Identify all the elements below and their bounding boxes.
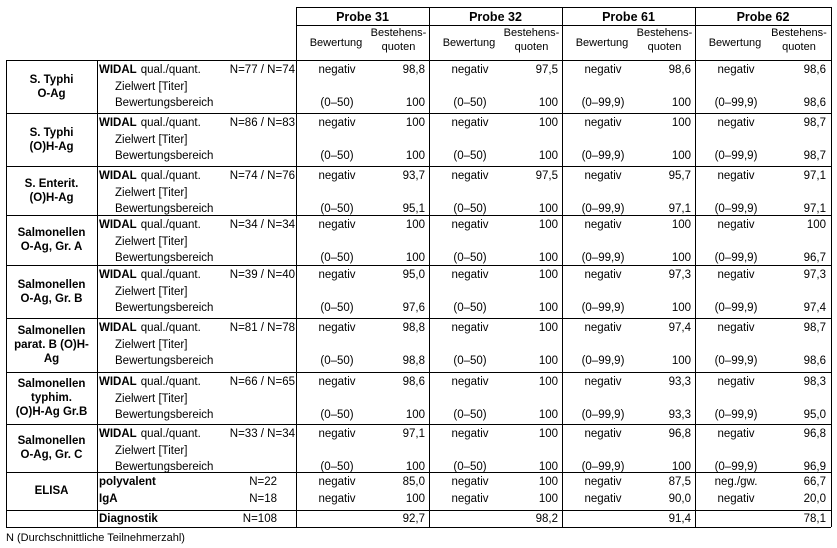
quote-value: 95,7: [668, 170, 691, 182]
bereich-value: (0–50): [320, 150, 354, 163]
participant-count: N=77 / N=74: [229, 64, 295, 76]
bereich-value: (0–99,9): [581, 97, 625, 110]
widal-method: qual./quant.: [140, 269, 201, 281]
bewertung-value: negativ: [584, 269, 622, 281]
quote-value: 97,1: [668, 203, 691, 216]
quote-value: 100: [538, 428, 558, 440]
widal-method: qual./quant.: [140, 64, 201, 76]
bewertung-value: negativ: [717, 493, 755, 505]
quote-value: 100: [405, 493, 425, 505]
bewertung-value: negativ: [584, 64, 622, 76]
bereich-value: (0–50): [320, 203, 354, 216]
sub-header-bewertung: Bewertung: [442, 37, 496, 49]
quote-value: 97,1: [803, 203, 826, 216]
bewertung-value: negativ: [451, 64, 489, 76]
bewertungsbereich-label: Bewertungsbereich: [115, 355, 214, 368]
bereich-value: (0–99,9): [714, 355, 758, 368]
zielwert-label: Zielwert [Titer]: [115, 285, 188, 298]
column-divider: [296, 7, 297, 527]
bereich-value: (0–99,9): [714, 203, 758, 216]
bereich-value: (0–50): [453, 203, 487, 216]
bereich-value: (0–50): [320, 409, 354, 422]
section-name: Salmonellen: [17, 227, 86, 239]
zielwert-label: Zielwert [Titer]: [115, 186, 188, 199]
bereich-value: (0–50): [453, 150, 487, 163]
bereich-value: (0–99,9): [581, 252, 625, 265]
bewertung-value: negativ: [451, 493, 489, 505]
column-divider: [695, 7, 696, 527]
quote-value: 97,1: [402, 428, 425, 440]
section-name: O-Ag: [37, 87, 66, 100]
probe-header: Probe 32: [469, 10, 522, 24]
probe-header: Probe 31: [336, 10, 389, 24]
quote-value: 100: [405, 252, 425, 265]
quote-value: 92,7: [402, 513, 425, 525]
section-divider: [6, 318, 831, 319]
table-top-border: [296, 7, 831, 8]
bewertung-value: negativ: [318, 376, 356, 388]
bewertungsbereich-label: Bewertungsbereich: [115, 252, 214, 265]
bewertung-value: negativ: [717, 64, 755, 76]
section-name: O-Ag, Gr. C: [20, 449, 83, 461]
sub-header-quoten: Bestehens-: [503, 27, 560, 39]
bewertung-value: negativ: [318, 476, 356, 488]
column-divider: [831, 7, 832, 527]
sub-header-bewertung: Bewertung: [708, 37, 762, 49]
bereich-value: (0–50): [320, 302, 354, 315]
section-name: Salmonellen: [17, 378, 86, 390]
quote-value: 100: [538, 150, 558, 163]
widal-bold: WIDAL: [99, 117, 137, 129]
zielwert-label: Zielwert [Titer]: [115, 133, 188, 146]
bereich-value: (0–50): [453, 302, 487, 315]
quote-value: 97,6: [402, 302, 425, 315]
participant-count: N=81 / N=78: [229, 322, 295, 334]
participant-count: N=18: [249, 493, 277, 505]
quote-value: 100: [671, 117, 691, 129]
bereich-value: (0–50): [320, 355, 354, 368]
quote-value: 100: [538, 252, 558, 265]
quote-value: 97,5: [535, 170, 558, 182]
quote-value: 100: [538, 409, 558, 422]
quote-value: 98,7: [803, 322, 826, 334]
bewertung-value: negativ: [451, 322, 489, 334]
section-name: (O)H-Ag: [29, 140, 74, 153]
bewertung-value: negativ: [584, 219, 622, 231]
section-name: O-Ag, Gr. B: [20, 292, 83, 305]
column-divider: [562, 7, 563, 527]
sub-header-quoten: Bestehens-: [771, 27, 827, 39]
bewertungsbereich-label: Bewertungsbereich: [115, 461, 214, 474]
bewertung-value: negativ: [318, 219, 356, 231]
quote-value: 98,6: [803, 97, 826, 110]
sub-header-quoten: quoten: [782, 41, 816, 53]
participant-count: N=66 / N=65: [229, 376, 295, 388]
bewertung-value: negativ: [318, 322, 356, 334]
quote-value: 100: [538, 493, 558, 505]
bereich-value: (0–50): [453, 409, 487, 422]
quote-value: 100: [671, 97, 691, 110]
quote-value: 100: [538, 376, 558, 388]
quote-value: 100: [538, 203, 558, 216]
header-divider: [296, 25, 831, 26]
widal-method: qual./quant.: [140, 322, 201, 334]
quote-value: 98,7: [803, 150, 826, 163]
quote-value: 100: [405, 150, 425, 163]
bewertung-value: negativ: [717, 322, 755, 334]
bewertung-value: neg./gw.: [714, 476, 758, 488]
quote-value: 100: [671, 355, 691, 368]
widal-bold: WIDAL: [99, 64, 137, 76]
quote-value: 100: [538, 476, 558, 488]
quote-value: 100: [806, 219, 826, 231]
widal-method: qual./quant.: [140, 117, 201, 129]
quote-value: 100: [405, 461, 425, 474]
quote-value: 97,3: [668, 269, 691, 281]
widal-bold: WIDAL: [99, 170, 137, 182]
participant-count: N=33 / N=34: [229, 428, 295, 440]
bereich-value: (0–99,9): [581, 461, 625, 474]
quote-value: 66,7: [803, 476, 826, 488]
quote-value: 87,5: [668, 476, 691, 488]
bewertung-value: negativ: [451, 170, 489, 182]
bereich-value: (0–99,9): [581, 355, 625, 368]
quote-value: 93,7: [402, 170, 425, 182]
participant-count: N=39 / N=40: [229, 269, 295, 281]
quote-value: 97,5: [535, 64, 558, 76]
bewertung-value: negativ: [717, 428, 755, 440]
quote-value: 97,4: [803, 302, 826, 315]
bewertung-value: negativ: [584, 322, 622, 334]
bereich-value: (0–99,9): [714, 252, 758, 265]
bewertung-value: negativ: [584, 376, 622, 388]
quote-value: 100: [538, 97, 558, 110]
quote-value: 93,3: [668, 376, 691, 388]
widal-method: qual./quant.: [140, 428, 201, 440]
bewertungsbereich-label: Bewertungsbereich: [115, 150, 214, 163]
bereich-value: (0–50): [453, 252, 487, 265]
zielwert-label: Zielwert [Titer]: [115, 444, 188, 457]
participant-count: N=108: [242, 513, 277, 525]
bewertung-value: negativ: [717, 376, 755, 388]
participant-count: N=22: [249, 476, 277, 488]
section-divider: [6, 166, 831, 167]
participant-count: N=74 / N=76: [229, 170, 295, 182]
section-name: O-Ag, Gr. A: [20, 241, 83, 253]
quote-value: 98,6: [803, 355, 826, 368]
bewertung-value: negativ: [451, 476, 489, 488]
quote-value: 98,6: [668, 64, 691, 76]
quote-value: 78,1: [803, 513, 826, 525]
quote-value: 96,9: [803, 461, 826, 474]
section-name: (O)H-Ag: [29, 191, 74, 204]
widal-bold: WIDAL: [99, 322, 137, 334]
quote-value: 98,8: [402, 64, 425, 76]
section-name: S. Typhi: [29, 73, 74, 86]
bereich-value: (0–99,9): [714, 409, 758, 422]
quote-value: 96,7: [803, 252, 826, 265]
bewertung-value: negativ: [717, 117, 755, 129]
bewertungsbereich-label: Bewertungsbereich: [115, 203, 214, 216]
section-divider: [6, 372, 831, 373]
participant-count: N=34 / N=34: [229, 219, 295, 231]
quote-value: 100: [405, 219, 425, 231]
quote-value: 98,6: [803, 64, 826, 76]
section-name: Ag: [43, 353, 60, 365]
bewertung-value: negativ: [318, 117, 356, 129]
widal-bold: WIDAL: [99, 269, 137, 281]
bereich-value: (0–50): [453, 355, 487, 368]
section-name: S. Typhi: [29, 126, 74, 139]
bewertung-value: negativ: [451, 269, 489, 281]
bewertung-value: negativ: [318, 269, 356, 281]
probe-header: Probe 61: [602, 10, 655, 24]
widal-bold: WIDAL: [99, 428, 137, 440]
quote-value: 100: [538, 355, 558, 368]
bewertung-value: negativ: [717, 219, 755, 231]
quote-value: 97,4: [668, 322, 691, 334]
bewertung-value: negativ: [584, 117, 622, 129]
section-name: Salmonellen: [17, 278, 86, 291]
bewertung-value: negativ: [584, 476, 622, 488]
quote-value: 100: [538, 461, 558, 474]
section-name: Salmonellen: [17, 325, 86, 337]
sub-header-quoten: Bestehens-: [370, 27, 427, 39]
quote-value: 100: [405, 117, 425, 129]
quote-value: 97,3: [803, 269, 826, 281]
quote-value: 98,8: [402, 322, 425, 334]
zielwert-label: Zielwert [Titer]: [115, 338, 188, 351]
zielwert-label: Zielwert [Titer]: [115, 392, 188, 405]
quote-value: 100: [671, 150, 691, 163]
elisa-row-name: polyvalent: [99, 476, 156, 488]
sub-header-bewertung: Bewertung: [309, 37, 363, 49]
bereich-value: (0–50): [320, 461, 354, 474]
participant-count: N=86 / N=83: [229, 117, 295, 129]
bereich-value: (0–99,9): [581, 302, 625, 315]
bereich-value: (0–50): [320, 252, 354, 265]
bewertung-value: negativ: [584, 428, 622, 440]
quote-value: 98,8: [402, 355, 425, 368]
sub-header-quoten: quoten: [514, 41, 549, 53]
quote-value: 96,8: [668, 428, 691, 440]
sub-header-quoten: quoten: [647, 41, 682, 53]
quote-value: 100: [538, 219, 558, 231]
bewertung-value: negativ: [451, 219, 489, 231]
quote-value: 100: [538, 322, 558, 334]
quote-value: 100: [405, 97, 425, 110]
bereich-value: (0–50): [453, 461, 487, 474]
quote-value: 97,1: [803, 170, 826, 182]
quote-value: 98,6: [402, 376, 425, 388]
quote-value: 96,8: [803, 428, 826, 440]
bereich-value: (0–50): [320, 97, 354, 110]
bewertung-value: negativ: [451, 376, 489, 388]
sub-header-quoten: quoten: [381, 41, 416, 53]
sub-header-quoten: Bestehens-: [636, 27, 693, 39]
quote-value: 100: [538, 117, 558, 129]
bewertung-value: negativ: [318, 64, 356, 76]
bewertung-value: negativ: [717, 269, 755, 281]
bereich-value: (0–99,9): [581, 409, 625, 422]
section-divider: [6, 510, 831, 511]
bereich-value: (0–99,9): [714, 150, 758, 163]
bewertung-value: negativ: [451, 117, 489, 129]
quote-value: 100: [538, 302, 558, 315]
bewertung-value: negativ: [318, 170, 356, 182]
widal-bold: WIDAL: [99, 219, 137, 231]
quote-value: 100: [538, 269, 558, 281]
bewertung-value: negativ: [318, 428, 356, 440]
quote-value: 95,0: [803, 409, 826, 422]
quote-value: 98,2: [535, 513, 558, 525]
header-bottom-border: [6, 60, 831, 61]
section-name: parat. B (O)H-: [14, 339, 89, 351]
sub-header-bewertung: Bewertung: [575, 37, 629, 49]
bewertungsbereich-label: Bewertungsbereich: [115, 97, 214, 110]
bewertung-value: negativ: [451, 428, 489, 440]
section-name: Salmonellen: [17, 435, 86, 447]
quote-value: 20,0: [803, 493, 826, 505]
quote-value: 93,3: [668, 409, 691, 422]
quote-value: 100: [405, 409, 425, 422]
bewertung-value: negativ: [318, 493, 356, 505]
widal-method: qual./quant.: [140, 376, 201, 388]
bewertung-value: negativ: [584, 170, 622, 182]
quote-value: 95,0: [402, 269, 425, 281]
diagnostik-label: Diagnostik: [99, 513, 158, 525]
quote-value: 90,0: [668, 493, 691, 505]
quote-value: 98,3: [803, 376, 826, 388]
widal-method: qual./quant.: [140, 170, 201, 182]
table-bottom-border: [6, 527, 831, 528]
bereich-value: (0–99,9): [581, 150, 625, 163]
quote-value: 100: [671, 252, 691, 265]
quote-value: 100: [671, 219, 691, 231]
footnote: N (Durchschnittliche Teilnehmerzahl): [6, 532, 185, 544]
widal-method: qual./quant.: [140, 219, 201, 231]
bewertungsbereich-label: Bewertungsbereich: [115, 409, 214, 422]
section-divider: [6, 113, 831, 114]
quote-value: 91,4: [668, 513, 691, 525]
column-divider: [429, 7, 430, 527]
section-name: (O)H-Ag Gr.B: [15, 406, 88, 418]
quote-value: 95,1: [402, 203, 425, 216]
elisa-row-name: IgA: [99, 493, 118, 505]
zielwert-label: Zielwert [Titer]: [115, 235, 188, 248]
section-divider: [6, 424, 831, 425]
quote-value: 100: [671, 302, 691, 315]
section-name: ELISA: [34, 485, 69, 497]
bereich-value: (0–99,9): [714, 461, 758, 474]
column-divider: [97, 60, 98, 527]
widal-bold: WIDAL: [99, 376, 137, 388]
quote-value: 100: [671, 461, 691, 474]
section-name: S. Enterit.: [24, 177, 79, 190]
quote-value: 98,7: [803, 117, 826, 129]
bereich-value: (0–99,9): [581, 203, 625, 216]
probe-header: Probe 62: [736, 10, 790, 24]
bewertung-value: negativ: [717, 170, 755, 182]
section-name: typhim.: [31, 392, 72, 404]
bereich-value: (0–99,9): [714, 97, 758, 110]
quote-value: 85,0: [402, 476, 425, 488]
bereich-value: (0–50): [453, 97, 487, 110]
bereich-value: (0–99,9): [714, 302, 758, 315]
bewertungsbereich-label: Bewertungsbereich: [115, 302, 214, 315]
zielwert-label: Zielwert [Titer]: [115, 80, 188, 93]
bewertung-value: negativ: [584, 493, 622, 505]
